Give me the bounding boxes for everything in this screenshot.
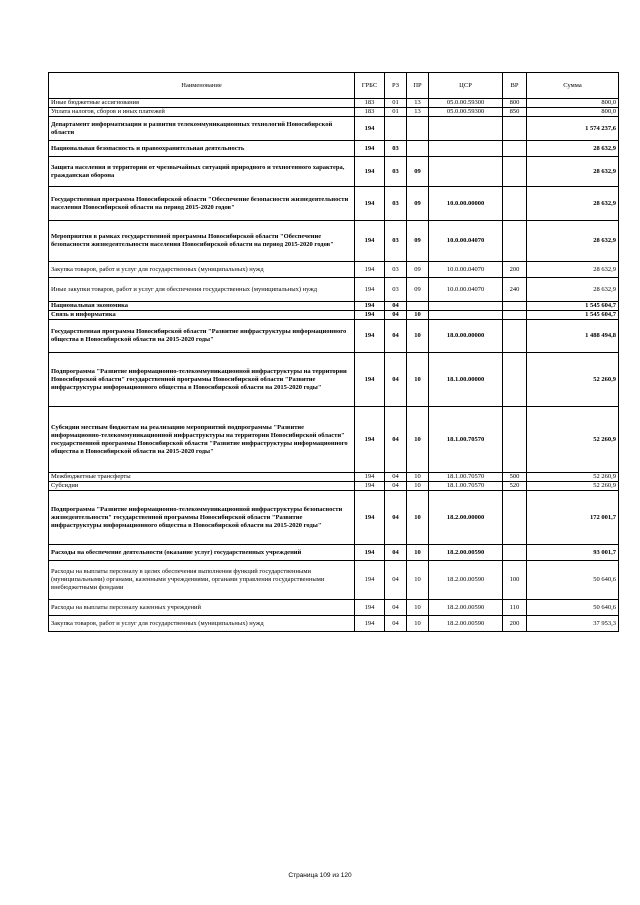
cell-vr: 200 bbox=[503, 262, 527, 278]
cell-name: Национальная безопасность и правоохранительная деятельность bbox=[49, 141, 355, 157]
cell-vr bbox=[503, 491, 527, 545]
cell-rz: 04 bbox=[385, 482, 407, 491]
cell-vr bbox=[503, 157, 527, 187]
cell-rz: 04 bbox=[385, 616, 407, 632]
table-row bbox=[49, 320, 619, 353]
cell-vr: 800 bbox=[503, 99, 527, 108]
table-header-row bbox=[49, 73, 619, 99]
table-row bbox=[49, 311, 619, 320]
cell-rz: 03 bbox=[385, 141, 407, 157]
cell-csr bbox=[429, 157, 503, 187]
cell-sum: 52 260,9 bbox=[527, 482, 619, 491]
cell-pr: 10 bbox=[407, 311, 429, 320]
cell-vr: 520 bbox=[503, 482, 527, 491]
table-row bbox=[49, 473, 619, 482]
cell-rz: 03 bbox=[385, 262, 407, 278]
cell-sum: 28 632,9 bbox=[527, 187, 619, 221]
cell-name: Мероприятия в рамках государственной программы Новосибирской области "Обеспечение безопасности жизнедеятельности населения Новосибирской области на период 2015-2020 годов" bbox=[49, 221, 355, 262]
table-row bbox=[49, 491, 619, 545]
cell-sum: 1 545 604,7 bbox=[527, 302, 619, 311]
cell-csr: 18.2.00.00590 bbox=[429, 616, 503, 632]
cell-csr: 18.1.00.70570 bbox=[429, 482, 503, 491]
cell-csr: 05.0.00.59300 bbox=[429, 99, 503, 108]
cell-name: Национальная экономика bbox=[49, 302, 355, 311]
cell-pr: 09 bbox=[407, 157, 429, 187]
cell-sum: 800,0 bbox=[527, 99, 619, 108]
cell-sum: 50 640,6 bbox=[527, 561, 619, 600]
cell-rz bbox=[385, 117, 407, 141]
table-row bbox=[49, 99, 619, 108]
cell-csr: 10.0.00.00000 bbox=[429, 187, 503, 221]
cell-sum: 28 632,9 bbox=[527, 157, 619, 187]
cell-pr: 10 bbox=[407, 491, 429, 545]
cell-pr: 13 bbox=[407, 108, 429, 117]
cell-grbs: 194 bbox=[355, 117, 385, 141]
table-row bbox=[49, 187, 619, 221]
table-row bbox=[49, 117, 619, 141]
cell-name: Закупка товаров, работ и услуг для государственных (муниципальных) нужд bbox=[49, 262, 355, 278]
cell-pr: 10 bbox=[407, 600, 429, 616]
cell-pr: 10 bbox=[407, 407, 429, 473]
cell-csr: 05.0.00.59300 bbox=[429, 108, 503, 117]
cell-sum: 50 640,6 bbox=[527, 600, 619, 616]
cell-sum: 172 001,7 bbox=[527, 491, 619, 545]
cell-rz: 03 bbox=[385, 187, 407, 221]
table-body bbox=[49, 99, 619, 632]
cell-rz: 01 bbox=[385, 108, 407, 117]
cell-name: Расходы на обеспечение деятельности (оказание услуг) государственных учреждений bbox=[49, 545, 355, 561]
cell-rz: 04 bbox=[385, 545, 407, 561]
page-number: Страница 109 из 120 bbox=[288, 872, 352, 879]
cell-pr: 09 bbox=[407, 221, 429, 262]
header-name: Наименование bbox=[49, 73, 355, 99]
cell-grbs: 194 bbox=[355, 311, 385, 320]
cell-grbs: 194 bbox=[355, 221, 385, 262]
table-row bbox=[49, 482, 619, 491]
cell-vr: 240 bbox=[503, 278, 527, 302]
cell-rz: 04 bbox=[385, 320, 407, 353]
cell-vr: 850 bbox=[503, 108, 527, 117]
cell-csr: 18.1.00.70570 bbox=[429, 473, 503, 482]
cell-sum: 28 632,9 bbox=[527, 278, 619, 302]
cell-csr: 18.2.00.00590 bbox=[429, 561, 503, 600]
cell-vr: 500 bbox=[503, 473, 527, 482]
cell-vr: 110 bbox=[503, 600, 527, 616]
cell-grbs: 194 bbox=[355, 157, 385, 187]
table-row bbox=[49, 545, 619, 561]
cell-sum: 37 953,3 bbox=[527, 616, 619, 632]
cell-grbs: 194 bbox=[355, 353, 385, 407]
cell-grbs: 194 bbox=[355, 482, 385, 491]
cell-sum: 1 574 237,6 bbox=[527, 117, 619, 141]
cell-name: Иные бюджетные ассигнования bbox=[49, 99, 355, 108]
cell-vr bbox=[503, 221, 527, 262]
table-row bbox=[49, 302, 619, 311]
cell-vr bbox=[503, 187, 527, 221]
table-row bbox=[49, 278, 619, 302]
cell-pr: 09 bbox=[407, 187, 429, 221]
table-row bbox=[49, 157, 619, 187]
header-csr: ЦСР bbox=[429, 73, 503, 99]
cell-pr: 10 bbox=[407, 561, 429, 600]
cell-grbs: 194 bbox=[355, 262, 385, 278]
cell-name: Государственная программа Новосибирской области "Развитие инфраструктуры информационного общества в Новосибирской области на 2015-2020 годы" bbox=[49, 320, 355, 353]
cell-name: Субсидии bbox=[49, 482, 355, 491]
cell-pr: 10 bbox=[407, 616, 429, 632]
cell-pr bbox=[407, 117, 429, 141]
cell-grbs: 194 bbox=[355, 320, 385, 353]
cell-name: Подпрограмма "Развитие информационно-телекоммуникационной инфраструктуры безопасности жизнедеятельности" государственной программы Новосибирской области "Развитие инфраструктуры информационного общества в Новосибирской области на 2015-2020 годы" bbox=[49, 491, 355, 545]
table-row bbox=[49, 141, 619, 157]
cell-grbs: 194 bbox=[355, 187, 385, 221]
cell-pr: 10 bbox=[407, 473, 429, 482]
header-grbs: ГРБС bbox=[355, 73, 385, 99]
cell-csr: 18.2.00.00000 bbox=[429, 491, 503, 545]
cell-rz: 01 bbox=[385, 99, 407, 108]
cell-name: Межбюджетные трансферты bbox=[49, 473, 355, 482]
cell-sum: 800,0 bbox=[527, 108, 619, 117]
cell-sum: 28 632,9 bbox=[527, 262, 619, 278]
cell-vr bbox=[503, 311, 527, 320]
cell-sum: 52 260,9 bbox=[527, 353, 619, 407]
cell-grbs: 194 bbox=[355, 141, 385, 157]
cell-csr: 10.0.00.04070 bbox=[429, 221, 503, 262]
cell-vr bbox=[503, 320, 527, 353]
cell-rz: 04 bbox=[385, 600, 407, 616]
cell-csr bbox=[429, 141, 503, 157]
cell-rz: 04 bbox=[385, 561, 407, 600]
cell-csr: 18.1.00.70570 bbox=[429, 407, 503, 473]
cell-grbs: 194 bbox=[355, 616, 385, 632]
cell-name: Департамент информатизации и развития телекоммуникационных технологий Новосибирской области bbox=[49, 117, 355, 141]
cell-pr: 10 bbox=[407, 353, 429, 407]
header-pr: ПР bbox=[407, 73, 429, 99]
cell-name: Защита населения и территории от чрезвычайных ситуаций природного и техногенного характера, гражданская оборона bbox=[49, 157, 355, 187]
cell-rz: 04 bbox=[385, 407, 407, 473]
cell-rz: 04 bbox=[385, 302, 407, 311]
cell-grbs: 194 bbox=[355, 278, 385, 302]
cell-rz: 04 bbox=[385, 473, 407, 482]
table-row bbox=[49, 221, 619, 262]
table-row bbox=[49, 561, 619, 600]
cell-csr: 10.0.00.04070 bbox=[429, 262, 503, 278]
cell-sum: 52 260,9 bbox=[527, 473, 619, 482]
cell-grbs: 194 bbox=[355, 473, 385, 482]
table-row bbox=[49, 262, 619, 278]
cell-grbs: 183 bbox=[355, 99, 385, 108]
cell-grbs: 194 bbox=[355, 561, 385, 600]
cell-sum: 1 545 604,7 bbox=[527, 311, 619, 320]
cell-rz: 03 bbox=[385, 157, 407, 187]
cell-name: Расходы на выплаты персоналу в целях обеспечения выполнения функций государственными (муниципальными) органами, казенными учреждениями, органами управления государственными внебюджетными фондами bbox=[49, 561, 355, 600]
cell-rz: 04 bbox=[385, 353, 407, 407]
table-row bbox=[49, 600, 619, 616]
cell-csr bbox=[429, 302, 503, 311]
cell-grbs: 183 bbox=[355, 108, 385, 117]
cell-pr bbox=[407, 302, 429, 311]
cell-pr: 10 bbox=[407, 545, 429, 561]
cell-rz: 03 bbox=[385, 278, 407, 302]
cell-pr: 09 bbox=[407, 278, 429, 302]
cell-name: Связь и информатика bbox=[49, 311, 355, 320]
cell-csr: 18.2.00.00590 bbox=[429, 545, 503, 561]
table-row bbox=[49, 108, 619, 117]
cell-pr: 13 bbox=[407, 99, 429, 108]
cell-name: Иные закупки товаров, работ и услуг для обеспечения государственных (муниципальных) нужд bbox=[49, 278, 355, 302]
header-rz: РЗ bbox=[385, 73, 407, 99]
cell-rz: 03 bbox=[385, 221, 407, 262]
cell-sum: 1 488 494,8 bbox=[527, 320, 619, 353]
cell-vr bbox=[503, 117, 527, 141]
cell-name: Уплата налогов, сборов и иных платежей bbox=[49, 108, 355, 117]
cell-csr: 18.0.00.00000 bbox=[429, 320, 503, 353]
cell-rz: 04 bbox=[385, 311, 407, 320]
cell-name: Закупка товаров, работ и услуг для государственных (муниципальных) нужд bbox=[49, 616, 355, 632]
cell-grbs: 194 bbox=[355, 491, 385, 545]
table-row bbox=[49, 407, 619, 473]
cell-vr: 200 bbox=[503, 616, 527, 632]
cell-name: Расходы на выплаты персоналу казенных учреждений bbox=[49, 600, 355, 616]
cell-grbs: 194 bbox=[355, 600, 385, 616]
cell-csr bbox=[429, 117, 503, 141]
cell-grbs: 194 bbox=[355, 545, 385, 561]
cell-grbs: 194 bbox=[355, 407, 385, 473]
cell-csr bbox=[429, 311, 503, 320]
cell-name: Государственная программа Новосибирской области "Обеспечение безопасности жизнедеятельности населения Новосибирской области на период 2015-2020 годов" bbox=[49, 187, 355, 221]
cell-vr bbox=[503, 407, 527, 473]
cell-sum: 93 001,7 bbox=[527, 545, 619, 561]
table-row bbox=[49, 616, 619, 632]
header-vr: ВР bbox=[503, 73, 527, 99]
cell-pr: 10 bbox=[407, 482, 429, 491]
cell-grbs: 194 bbox=[355, 302, 385, 311]
cell-csr: 18.2.00.00590 bbox=[429, 600, 503, 616]
cell-name: Подпрограмма "Развитие информационно-телекоммуникационной инфраструктуры на территории Новосибирской области" государственной программы Новосибирской области "Развитие инфраструктуры информационного общества в Новосибирской области на 2015-2020 годы" bbox=[49, 353, 355, 407]
cell-csr: 10.0.00.04070 bbox=[429, 278, 503, 302]
header-sum: Сумма bbox=[527, 73, 619, 99]
cell-vr bbox=[503, 353, 527, 407]
budget-table bbox=[48, 72, 619, 632]
cell-vr bbox=[503, 302, 527, 311]
cell-rz: 04 bbox=[385, 491, 407, 545]
cell-pr bbox=[407, 141, 429, 157]
cell-sum: 52 260,9 bbox=[527, 407, 619, 473]
cell-sum: 28 632,9 bbox=[527, 221, 619, 262]
cell-pr: 09 bbox=[407, 262, 429, 278]
cell-sum: 28 632,9 bbox=[527, 141, 619, 157]
table-row bbox=[49, 353, 619, 407]
cell-pr: 10 bbox=[407, 320, 429, 353]
cell-vr bbox=[503, 545, 527, 561]
cell-vr: 100 bbox=[503, 561, 527, 600]
cell-csr: 18.1.00.00000 bbox=[429, 353, 503, 407]
cell-name: Субсидии местным бюджетам на реализацию мероприятий подпрограммы "Развитие информационно-телекоммуникационной инфраструктуры на территории Новосибирской области" государственной программы Новосибирской области "Развитие инфраструктуры информационного общества в Новосибирской области на 2015-2020 годы" bbox=[49, 407, 355, 473]
cell-vr bbox=[503, 141, 527, 157]
